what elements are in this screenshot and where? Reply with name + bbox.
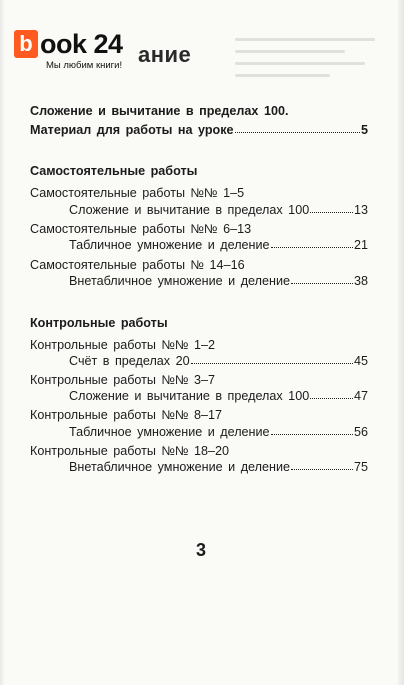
toc-section2-title: Самостоятельные работы [30, 164, 198, 178]
toc-entry-topic: Сложение и вычитание в пределах 100 13 [69, 203, 368, 217]
header-fragment: ание [138, 42, 192, 67]
leader-dots [235, 122, 360, 133]
toc-section1-line2: Материал для работы на уроке 5 [30, 123, 368, 137]
book24-logo [14, 30, 204, 76]
toc-entry-label: Самостоятельные работы № 14–16 [30, 258, 245, 272]
toc-entry-label: Контрольные работы №№ 8–17 [30, 408, 223, 422]
toc-entry-topic: Табличное умножение и деление 56 [69, 425, 368, 439]
page-ref: 47 [353, 389, 368, 403]
toc-entry-topic: Счёт в пределах 20 45 [69, 354, 368, 368]
toc-entry-label: Контрольные работы №№ 18–20 [30, 444, 230, 458]
page-ref: 5 [360, 123, 368, 137]
logo-wordmark: ook 24 [40, 29, 123, 59]
toc-entry-label: Самостоятельные работы №№ 1–5 [30, 186, 245, 200]
logo-badge: b [14, 30, 38, 58]
toc-entry-label: Контрольные работы №№ 3–7 [30, 373, 216, 387]
toc-section1-line1: Сложение и вычитание в пределах 100. [30, 104, 289, 118]
leader-dots [310, 202, 353, 213]
page-number: 3 [195, 540, 206, 560]
toc-section3-title: Контрольные работы [30, 316, 168, 330]
page-left-edge [0, 0, 4, 685]
toc-entry-label: Контрольные работы №№ 1–2 [30, 338, 216, 352]
leader-dots [291, 459, 353, 470]
page-right-edge [398, 0, 404, 685]
page-ref: 13 [353, 203, 368, 217]
page-ref: 21 [353, 238, 368, 252]
toc-entry-topic: Внетабличное умножение и деление 38 [69, 274, 368, 288]
page-ref: 75 [353, 460, 368, 474]
leader-dots [191, 353, 353, 364]
toc-entry-topic: Табличное умножение и деление 21 [69, 238, 368, 252]
page-ref: 45 [353, 354, 368, 368]
leader-dots [271, 237, 353, 248]
toc-entry-topic: Сложение и вычитание в пределах 100 47 [69, 389, 368, 403]
leader-dots [291, 273, 353, 284]
page-ref: 38 [353, 274, 368, 288]
page-ref: 56 [353, 425, 368, 439]
toc-entry-topic: Внетабличное умножение и деление 75 [69, 460, 368, 474]
toc-entry-label: Самостоятельные работы №№ 6–13 [30, 222, 252, 236]
bleed-through-text [235, 38, 385, 86]
logo-tagline: Мы любим книги! [46, 60, 123, 71]
leader-dots [310, 388, 353, 399]
leader-dots [271, 424, 353, 435]
